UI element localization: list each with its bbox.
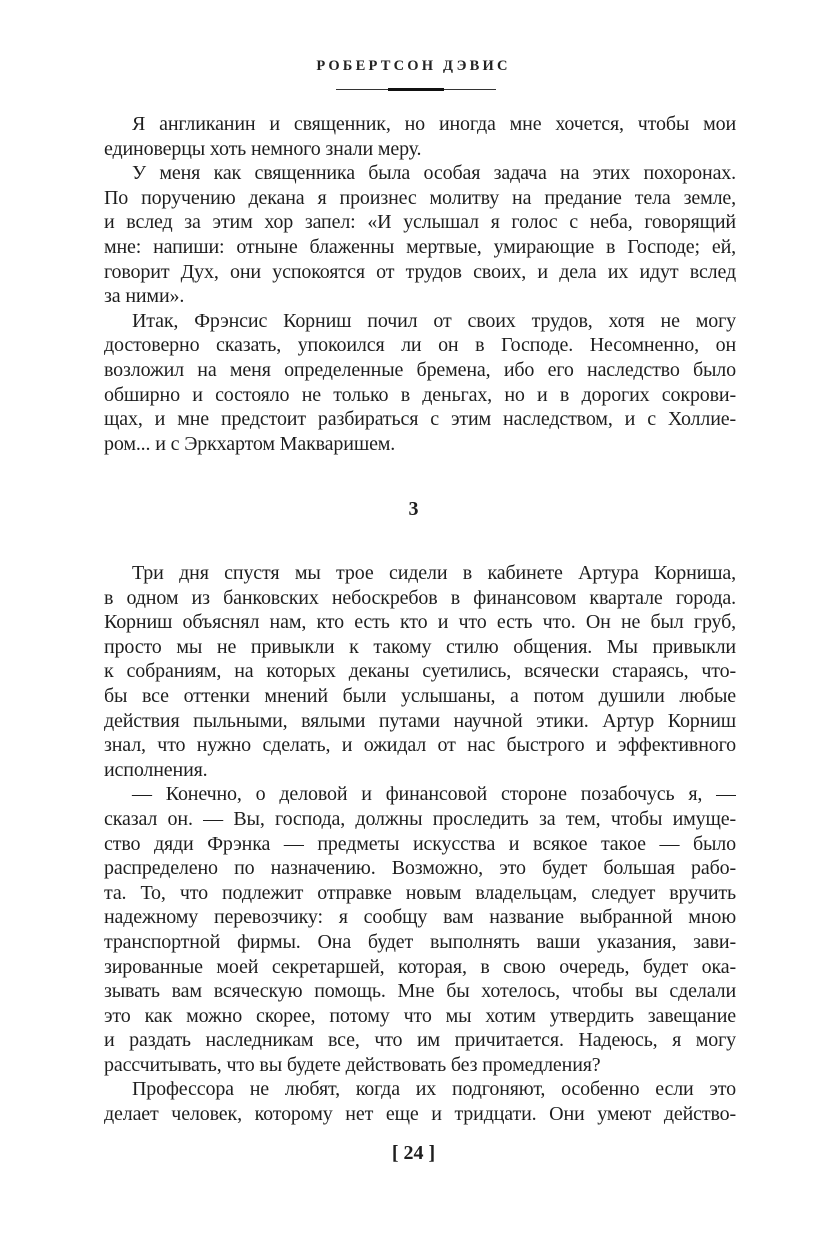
section-3-text <box>104 561 736 1127</box>
header-rule-accent <box>388 88 444 91</box>
text-line: надежному перевозчику: я сообщу вам название выбранной мною <box>104 906 736 929</box>
text-line: знал, что нужно сделать, и ожидал от нас быстрого и эффективного <box>104 734 736 757</box>
text-line: и вслед за этим хор запел: «И услышал я голос с неба, говорящий <box>104 211 736 234</box>
paragraph <box>104 782 736 1077</box>
text-line: Итак, Фрэнсис Корниш почил от своих трудов, хотя не могу <box>132 309 736 332</box>
text-line: Профессора не любят, когда их подгоняют, особенно если это <box>132 1078 736 1101</box>
section-number: 3 <box>408 498 419 520</box>
text-line: к собраниям, на которых деканы суетились, всячески стараясь, что- <box>104 660 736 683</box>
text-line: та. То, что подлежит отправке новым владельцам, следует вручить <box>104 881 736 904</box>
text-line: зывать вам всяческую помощь. Мне бы хотелось, чтобы вы сделали <box>104 980 736 1003</box>
text-line: У меня как священника была особая задача на этих похоронах. <box>132 162 736 185</box>
text-line: ром... и с Эркхартом Макваришем. <box>104 432 396 455</box>
paragraph <box>104 1077 736 1126</box>
text-line: Три дня спустя мы трое сидели в кабинете Артура Корниша, <box>132 562 736 584</box>
text-line: достоверно сказать, упокоился ли он в Господе. Несомненно, он <box>104 334 736 357</box>
paragraph <box>104 161 736 309</box>
section-2-text <box>104 112 736 456</box>
text-line: исполнения. <box>104 758 208 781</box>
text-line: распределено по назначению. Возможно, это будет большая рабо- <box>104 857 736 880</box>
text-line: По поручению декана я произнес молитву на предание тела земле, <box>104 186 736 209</box>
paragraph <box>104 561 736 782</box>
text-line: действия пыльными, вялыми путами научной этики. Артур Корниш <box>104 709 736 732</box>
text-line: единоверцы хоть немного знали меру. <box>104 137 422 160</box>
text-line: зированные моей секретаршей, которая, в свою очередь, будет ока- <box>104 955 736 978</box>
text-line: бы все оттенки мнений были услышаны, а потом душили любые <box>104 684 736 707</box>
running-head-author: РОБЕРТСОН ДЭВИС <box>316 58 511 74</box>
text-line: это как можно скорее, потому что мы хотим утвердить завещание <box>104 1004 736 1027</box>
text-line: ство дяди Фрэнка — предметы искусства и всякое такое — было <box>104 832 736 855</box>
text-line: за ними». <box>104 285 185 308</box>
text-line: и раздать наследникам все, что им причитается. Надеюсь, я могу <box>104 1029 736 1052</box>
page-number: [ 24 ] <box>391 1142 436 1164</box>
text-line: Корниш объяснял нам, кто есть кто и что есть что. Он не был груб, <box>104 611 736 634</box>
text-line: возложил на меня определенные бремена, ибо его наследство было <box>104 358 736 381</box>
text-line: транспортной фирмы. Она будет выполнять ваши указания, зави- <box>104 930 736 953</box>
text-line: в одном из банковских небоскребов в финансовом квартале города. <box>104 586 736 609</box>
text-line: мне: напиши: отныне блаженны мертвые, умирающие в Господе; ей, <box>104 235 736 258</box>
text-line: щах, и мне предстоит разбираться с этим наследством, и с Холлие- <box>104 408 736 431</box>
text-line: рассчитывать, что вы будете действовать без промедления? <box>104 1053 601 1076</box>
text-line: просто мы не привыкли к такому стилю общения. Мы привыкли <box>104 635 736 658</box>
text-line: сказал он. — Вы, господа, должны проследить за тем, чтобы имуще- <box>104 807 736 830</box>
text-line: говорит Дух, они успокоятся от трудов своих, и дела их идут вслед <box>104 260 736 283</box>
paragraph <box>104 309 736 457</box>
text-line: обширно и состояло не только в деньгах, но и в дорогих сокрови- <box>104 383 736 406</box>
paragraph <box>104 112 736 161</box>
text-line: Я англиканин и священник, но иногда мне хочется, чтобы мои <box>132 113 736 135</box>
text-line: — Конечно, о деловой и финансовой стороне позабочусь я, — <box>132 783 736 806</box>
text-line: делает человек, которому нет еще и тридцати. Они умеют действо- <box>104 1103 736 1126</box>
